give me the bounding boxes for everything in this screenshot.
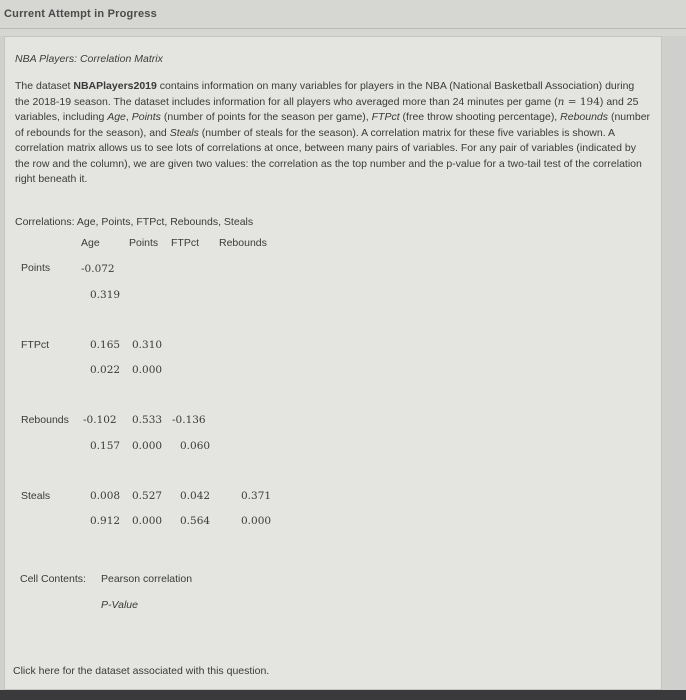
corr-rebounds-age: -0.102 [83, 414, 117, 426]
row-label-rebounds: Rebounds [21, 414, 69, 426]
bottom-bar [0, 690, 686, 700]
column-header-ftpct: FTPct [171, 237, 199, 249]
column-header-points: Points [129, 237, 159, 249]
sample-size-symbol: n [557, 95, 565, 108]
variable-rebounds: Rebounds [560, 111, 609, 123]
corr-points-age: -0.072 [81, 263, 115, 275]
intro-text: ) and 25 variables, including [15, 95, 639, 123]
pval-points-age: 0.319 [90, 289, 121, 301]
intro-text: (number of points for the season per game), [160, 111, 372, 123]
column-header-rebounds: Rebounds [219, 237, 267, 249]
row-label-steals: Steals [21, 490, 51, 502]
pval-rebounds-age: 0.157 [90, 440, 121, 452]
corr-steals-rebounds: 0.371 [241, 490, 272, 502]
pval-steals-ftpct: 0.564 [180, 515, 211, 527]
corr-steals-age: 0.008 [90, 490, 121, 502]
cell-contents-correlation: Pearson correlation [101, 573, 193, 585]
matrix-title: Correlations: Age, Points, FTPct, Rebounds, Steals [15, 216, 254, 228]
intro-text: , [125, 111, 132, 123]
variable-points: Points [131, 111, 161, 123]
corr-ftpct-age: 0.165 [90, 339, 121, 351]
top-bar [0, 0, 686, 36]
intro-text: contains information on many variables for players in the NBA (National Basketball Association) during the 2018-19 season. The dataset includes information for all players who averaged more than 24 minutes per game ( [15, 80, 635, 108]
question-panel [4, 36, 662, 690]
pval-steals-age: 0.912 [90, 515, 121, 527]
pval-rebounds-ftpct: 0.060 [180, 440, 211, 452]
corr-rebounds-points: 0.533 [132, 414, 163, 426]
dataset-link[interactable]: Click here for the dataset associated with this question. [13, 665, 270, 677]
column-header-age: Age [81, 237, 100, 249]
corr-rebounds-ftpct: -0.136 [172, 414, 206, 426]
cell-contents-label: Cell Contents: [20, 573, 86, 585]
corr-steals-ftpct: 0.042 [180, 490, 211, 502]
intro-text: (number of rebounds for the season), and [15, 111, 651, 139]
intro-text: (number of steals for the season). A correlation matrix for these five variables is shown. A correlation matrix allows us to see lots of correlations at once, between many pairs of variables. For any pair of variables (indicated by the row and the column), we are given two values: the correlation as the top number and the p-value for a two-tail test of the correlation right beneath it. [15, 126, 642, 185]
question-intro [15, 79, 651, 188]
corr-steals-points: 0.527 [132, 490, 163, 502]
cell-contents-pvalue: P-Value [101, 599, 138, 611]
variable-age: Age [107, 111, 126, 123]
row-label-ftpct: FTPct [21, 339, 49, 351]
variable-steals: Steals [169, 126, 199, 139]
corr-ftpct-points: 0.310 [132, 339, 163, 351]
header-divider [0, 28, 686, 29]
pval-steals-points: 0.000 [132, 515, 163, 527]
pval-ftpct-points: 0.000 [132, 364, 163, 376]
dataset-name: NBAPlayers2019 [73, 80, 157, 92]
row-label-points: Points [21, 262, 51, 274]
pval-ftpct-age: 0.022 [90, 364, 121, 376]
intro-text: The dataset [15, 80, 74, 92]
attempt-status: Current Attempt in Progress [4, 8, 157, 20]
sample-size-value: = 194 [564, 95, 600, 108]
question-title: NBA Players: Correlation Matrix [15, 53, 163, 65]
pval-rebounds-points: 0.000 [132, 440, 163, 452]
pval-steals-rebounds: 0.000 [241, 515, 272, 527]
variable-ftpct: FTPct [371, 111, 400, 123]
intro-text: (free throw shooting percentage), [399, 111, 561, 123]
